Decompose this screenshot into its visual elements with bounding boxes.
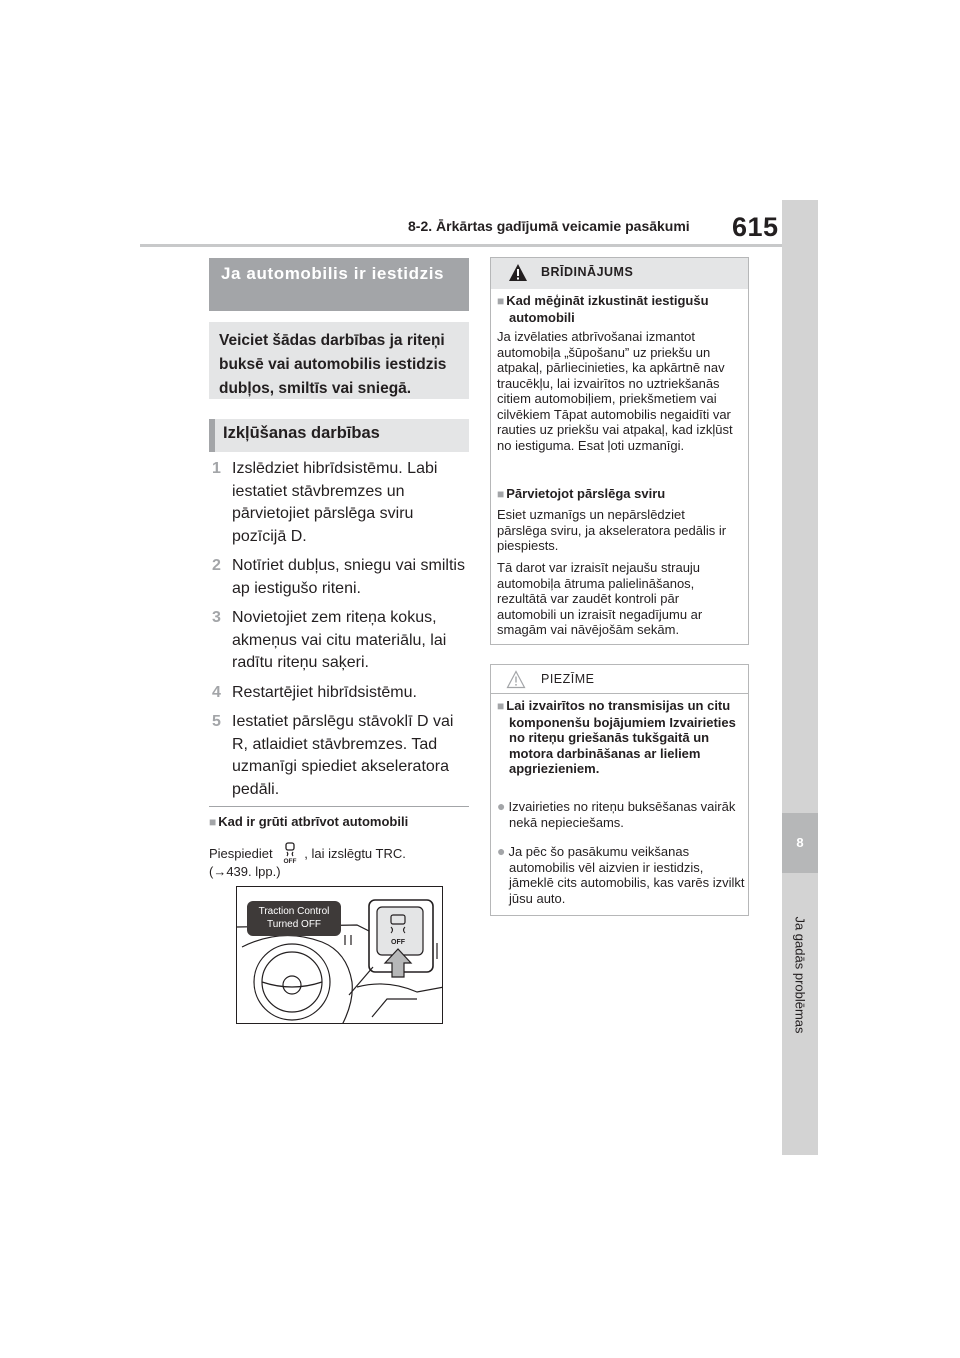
chapter-label-area: [782, 875, 818, 1075]
warning-paragraph-2: Esiet uzmanīgs un nepārslēdziet pārslēga sviru, ja akseleratora pedālis ir piespiests.: [497, 507, 727, 553]
traction-label-line2: Turned OFF: [266, 919, 322, 930]
traction-control-label: [247, 901, 341, 936]
trc-instruction-before: Piespiediet: [209, 846, 273, 861]
intro-box: [209, 322, 469, 399]
hard-release-heading-text: Kad ir grūti atbrīvot automobili: [218, 814, 409, 829]
note-bullet-1-text: Izvairieties no riteņu buksēšanas vairāk nekā nepieciešams.: [508, 799, 736, 830]
warning-paragraph-1: Ja izvēlaties atbrīvošanai izmantot automobiļa „šūpošanu” uz priekšu un atpakaļ, pārliecinieties, ka apkārtnē nav traucēkļu, lai izvairītos no uztriekšanās citiem automobiļiem, priekšmetiem vai cilvēkiem Tāpat automobilis negaidīti var rauties uz priekšu vai atpakaļ, kad izkļūst no iestiguma. Esat ļoti uzmanīgi.: [497, 329, 733, 453]
warning-paragraph-3: Tā darot var izraisīt nejaušu strauju automobiļa ātruma palielināšanos, rezultātā var zaudēt kontroli pār automobili un izraisīt negadījumu ar smagām vai nāvējošām sekām.: [497, 560, 703, 637]
step-number: 4: [212, 683, 221, 701]
step-number: 5: [212, 713, 221, 730]
round-bullet-icon: ●: [497, 798, 506, 814]
step-number: 1: [212, 460, 221, 477]
note-heading: [497, 698, 749, 777]
trc-off-icon: [279, 842, 301, 864]
caution-triangle-icon: [506, 670, 526, 689]
subheading: Izkļūšanas darbības: [223, 424, 380, 442]
subheading-box: [209, 419, 469, 452]
step-number: 2: [212, 557, 221, 574]
warning-triangle-icon: [508, 263, 528, 282]
round-bullet-icon: ●: [497, 843, 506, 859]
page-reference[interactable]: (→439. lpp.): [209, 864, 281, 879]
note-bullet-2-text: Ja pēc šo pasākumu veikšanas automobilis vēl aizvien ir iestidzis, jāmeklē cits automobilis, kas varēs izvilkt jūsu auto.: [508, 844, 745, 906]
trc-instruction-after: , lai izslēgtu TRC.: [304, 846, 406, 861]
step-text: Iestatiet pārslēgu stāvoklī D vai R, atlaidiet stāvbremzes. Tad uzmanīgi spiediet akseleratora pedāli.: [232, 713, 454, 798]
warning-heading-1: [497, 293, 749, 325]
step-item: [212, 607, 470, 675]
warning-heading-2-text: Pārvietojot pārslēga sviru: [506, 486, 666, 501]
square-bullet-icon: ■: [497, 699, 505, 713]
step-text: Novietojiet zem riteņa kokus, akmeņus vai citu materiālu, lai radītu riteņu saķeri.: [232, 609, 447, 671]
chapter-number: 8: [796, 835, 804, 850]
warning-heading-1-text: Kad mēģināt izkustināt iestigušu automobili: [506, 293, 709, 325]
note-heading-text: Lai izvairītos no transmisijas un citu komponenšu bojājumiem Izvairieties no riteņu griešanās tukšgaitā un motora darbināšanas ar lieliem apgriezieniem.: [506, 698, 736, 776]
trc-button-off-text: OFF: [391, 939, 405, 946]
section-title-box: [209, 258, 469, 311]
hard-release-heading: [209, 814, 469, 830]
chapter-label: Ja gadās problēmas: [792, 916, 808, 1034]
intro-text: Veiciet šādas darbības ja riteņi buksē vai automobilis iestidzis dubļos, smiltīs vai sniegā.: [219, 332, 447, 397]
step-item: [212, 555, 470, 600]
step-text: Izslēdziet hibrīdsistēmu. Labi iestatiet stāvbremzes un pārvietojiet pārslēga sviru pozīcijā D.: [232, 460, 438, 545]
divider: [209, 806, 469, 807]
step-number: 3: [212, 609, 221, 626]
step-text: Notīriet dubļus, sniegu vai smiltis ap iestigušo riteni.: [232, 557, 465, 597]
step-text: Restartējiet hibrīdsistēmu.: [232, 683, 417, 701]
note-bullet-1: [497, 799, 749, 830]
square-bullet-icon: ■: [209, 815, 217, 829]
note-separator: [491, 693, 748, 694]
step-item: [212, 682, 470, 705]
warning-heading-2: [497, 486, 737, 503]
section-title: 8-2. Ārkārtas gadījumā veicamie pasākumi: [408, 218, 690, 234]
header-rule: [140, 244, 783, 247]
steps-list: [212, 458, 470, 808]
page-number: 615: [732, 212, 779, 242]
step-item: [212, 711, 470, 801]
square-bullet-icon: ■: [497, 294, 505, 308]
step-item: [212, 458, 470, 548]
traction-label-line1: Traction Control: [258, 906, 330, 917]
trc-instruction: [209, 842, 469, 880]
trc-icon-off-text: OFF: [283, 858, 297, 864]
note-title: PIEZĪME: [541, 672, 595, 686]
warning-title: BRĪDINĀJUMS: [541, 265, 634, 279]
note-bullet-2: [497, 844, 749, 906]
section-heading: Ja automobilis ir iestidzis: [221, 264, 445, 283]
square-bullet-icon: ■: [497, 487, 505, 501]
chapter-number-tab[interactable]: [782, 813, 818, 873]
